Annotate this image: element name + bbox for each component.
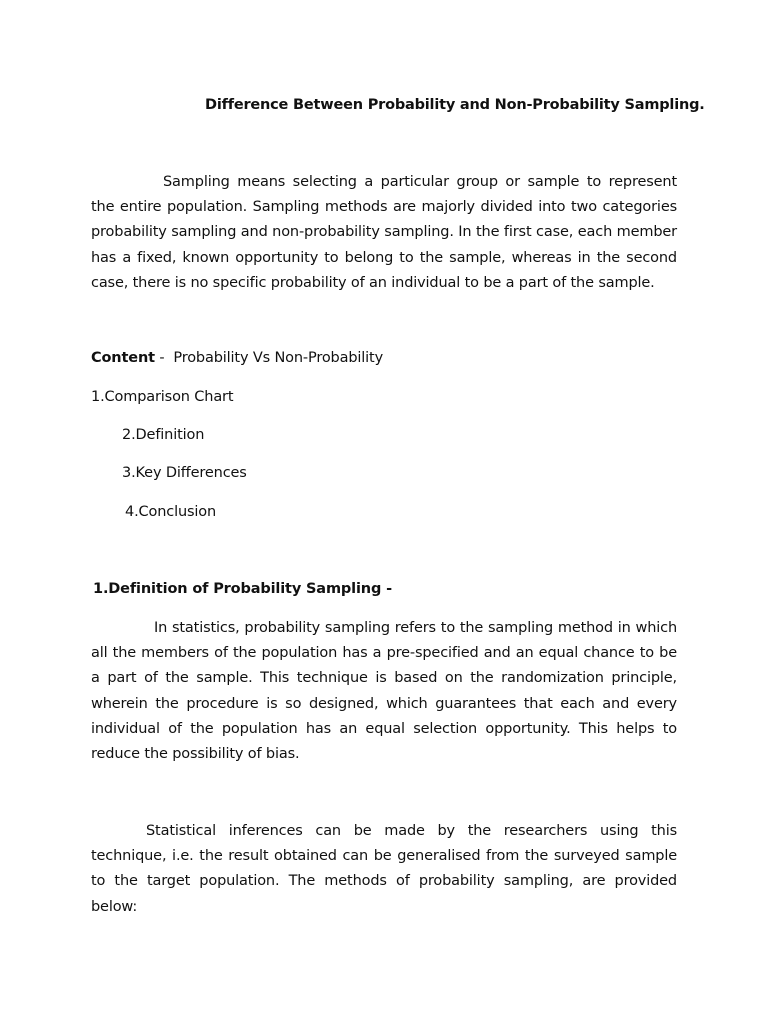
definition-heading: 1.Definition of Probability Sampling - xyxy=(93,581,392,597)
content-label: Content xyxy=(91,350,155,366)
intro-paragraph: Sampling means selecting a particular group or sample to represent the entire population. Sampling methods are majorly divided into two categories probability sampling and non-probability sampling. In the first case, each member has a fixed, known opportunity to belong to the sample, whereas in the second case, there is no specific probability of an individual to be a part of the sample. xyxy=(91,174,677,291)
definition-paragraph: In statistics, probability sampling refers to the sampling method in which all the members of the population has a pre-specified and an equal chance to be a part of the sample. This technique is based on the randomization principle, wherein the procedure is so designed, which guarantees that each and every individual of the population has an equal selection opportunity. This helps to reduce the possibility of bias. xyxy=(91,620,677,763)
document-title: Difference Between Probability and Non-Probability Sampling. xyxy=(205,97,705,113)
toc-item-conclusion: 4.Conclusion xyxy=(125,504,217,520)
content-line xyxy=(91,350,383,366)
content-text: Probability Vs Non-Probability xyxy=(173,350,384,366)
toc-item-key-differences: 3.Key Differences xyxy=(122,465,247,481)
content-separator: - xyxy=(154,350,174,366)
toc-item-comparison-chart: 1.Comparison Chart xyxy=(91,389,234,405)
statistical-paragraph: Statistical inferences can be made by the researchers using this technique, i.e. the result obtained can be generalised from the surveyed sample to the target population. The methods of probability sampling, are provided below: xyxy=(91,823,677,915)
toc-item-definition: 2.Definition xyxy=(122,427,205,443)
